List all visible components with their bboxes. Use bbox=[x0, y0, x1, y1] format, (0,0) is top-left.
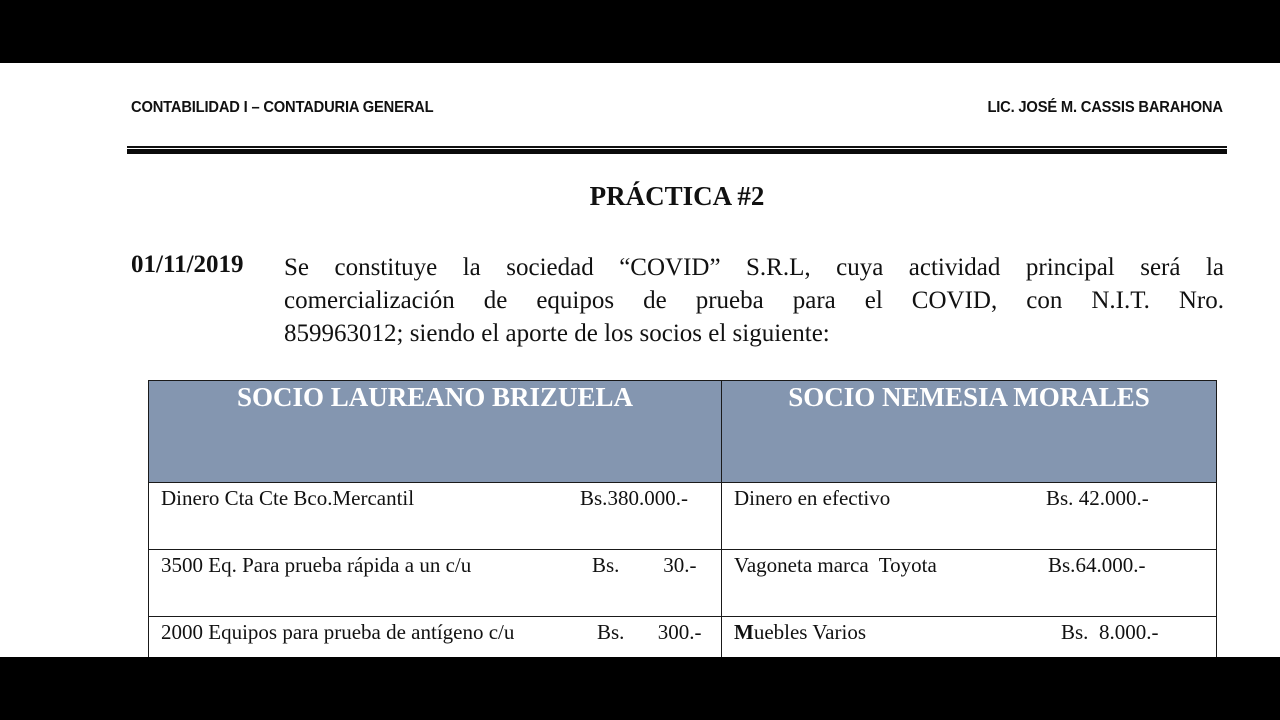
currency-label: Bs. bbox=[580, 486, 608, 510]
partner-header-morales: SOCIO NEMESIA MORALES bbox=[722, 381, 1217, 483]
partner-header-brizuela: SOCIO LAUREANO BRIZUELA bbox=[149, 381, 722, 483]
letterbox-bottom bbox=[0, 657, 1280, 720]
table-header-row bbox=[149, 381, 1217, 483]
contribution-amount bbox=[592, 553, 696, 578]
amount-value: 64.000.- bbox=[1075, 553, 1146, 577]
contribution-amount bbox=[1048, 553, 1145, 578]
amount-value: 42.000.- bbox=[1073, 486, 1149, 510]
contribution-cell-left bbox=[149, 617, 722, 658]
header-rule-thin bbox=[127, 146, 1227, 148]
amount-value: 30.- bbox=[663, 553, 697, 577]
contribution-cell-right bbox=[722, 617, 1217, 658]
table-row bbox=[149, 550, 1217, 617]
contribution-cell-left bbox=[149, 550, 722, 617]
contribution-amount bbox=[1046, 486, 1149, 511]
currency-label: Bs. bbox=[1046, 486, 1074, 510]
description-initial: M bbox=[734, 620, 754, 644]
currency-label: Bs. bbox=[1061, 620, 1089, 644]
contribution-amount bbox=[597, 620, 701, 645]
practice-title: PRÁCTICA #2 bbox=[589, 181, 765, 211]
amount-value: 380.000.- bbox=[607, 486, 688, 510]
currency-label: Bs. bbox=[592, 553, 620, 577]
contribution-cell-right bbox=[722, 483, 1217, 550]
currency-label: Bs. bbox=[1048, 553, 1076, 577]
entry-line-1: Se constituye la sociedad “COVID” S.R.L, cuya actividad principal será la bbox=[284, 254, 1224, 281]
contribution-description: Vagoneta marca Toyota bbox=[734, 553, 937, 577]
document-page bbox=[0, 63, 1280, 657]
entry-description bbox=[284, 251, 1224, 350]
contribution-cell-right bbox=[722, 550, 1217, 617]
contribution-description: 2000 Equipos para prueba de antígeno c/u bbox=[161, 620, 515, 644]
amount-value: 8.000.- bbox=[1088, 620, 1159, 644]
header-rule-thick bbox=[127, 149, 1227, 154]
contribution-cell-left bbox=[149, 483, 722, 550]
author-header: LIC. JOSÉ M. CASSIS BARAHONA bbox=[987, 99, 1223, 116]
contribution-description: Dinero en efectivo bbox=[734, 486, 891, 510]
table-row bbox=[149, 483, 1217, 550]
contribution-description: Dinero Cta Cte Bco.Mercantil bbox=[161, 486, 415, 510]
contribution-description: 3500 Eq. Para prueba rápida a un c/u bbox=[161, 553, 472, 577]
entry-date: 01/11/2019 bbox=[131, 251, 244, 278]
currency-label: Bs. bbox=[597, 620, 625, 644]
course-header: CONTABILIDAD I – CONTADURIA GENERAL bbox=[131, 99, 434, 116]
table-row bbox=[149, 617, 1217, 658]
entry-line-2: comercialización de equipos de prueba para el COVID, con N.I.T. Nro. bbox=[284, 287, 1224, 314]
contribution-description bbox=[734, 620, 866, 645]
description-rest: uebles Varios bbox=[753, 620, 867, 644]
partner-contributions-table bbox=[148, 380, 1217, 657]
contribution-amount bbox=[580, 486, 688, 511]
amount-value: 300.- bbox=[657, 620, 702, 644]
entry-line-3: 859963012; siendo el aporte de los socios el siguiente: bbox=[284, 320, 830, 347]
contribution-amount bbox=[1061, 620, 1158, 645]
